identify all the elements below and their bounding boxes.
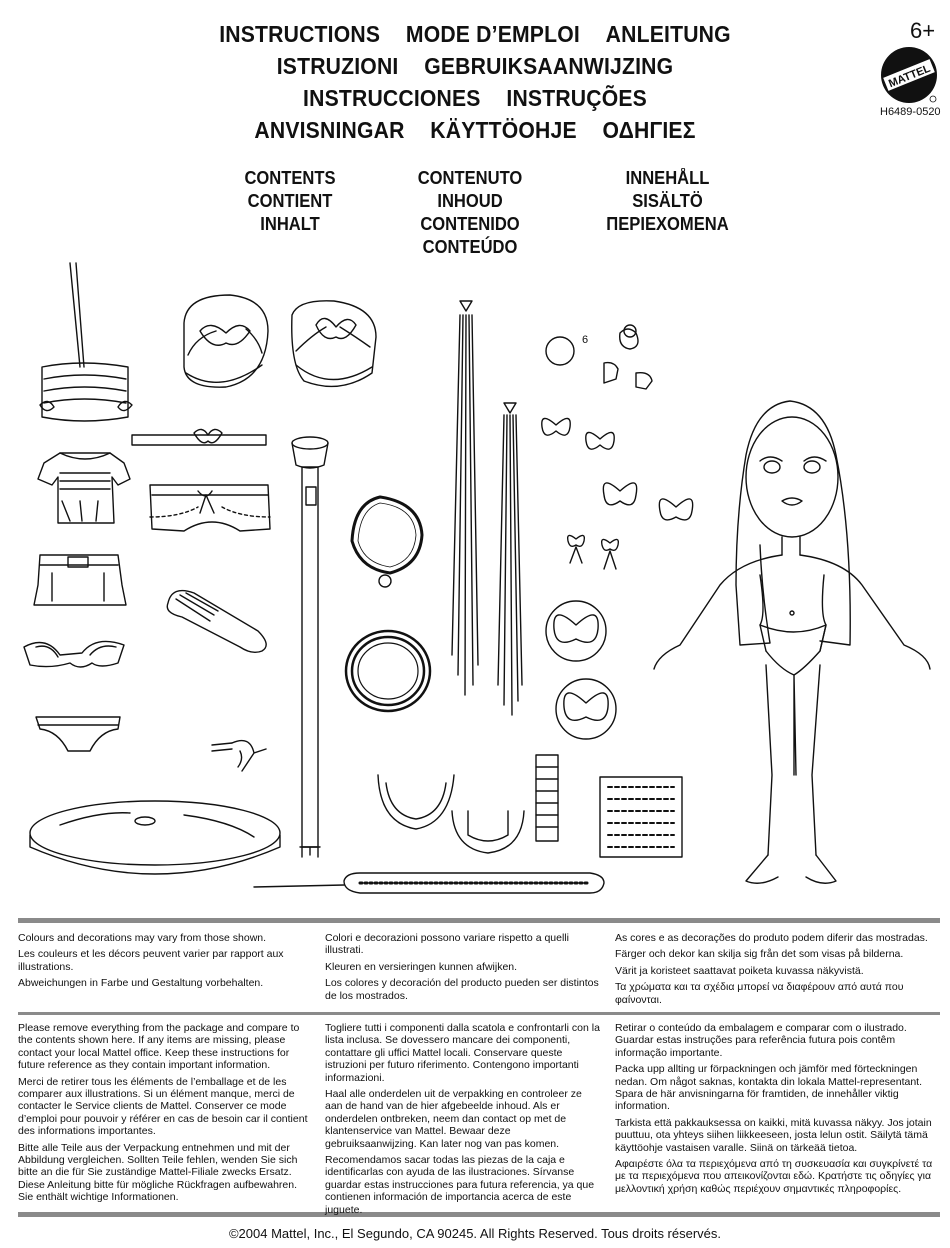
instruction-nl: Haal alle onderdelen uit de verpakking en controleer ze aan de hand van de hier afgebeelde inhoud. Als er onderdelen ontbreken, neem dan contact op met de klantenservice van Mattel. Bewaar deze gebruiksaanwijzing. Kan later nog van pas komen. <box>325 1088 582 1150</box>
instruction-pt: Retirar o conteúdo da embalagem e comparar com o ilustrado. Guardar estas instruções para referência futura pois contêm informação importante. <box>615 1022 907 1059</box>
bead-bracelet-icon <box>346 631 430 711</box>
skirt-icon <box>34 555 126 605</box>
contents-heading-col-1 <box>200 167 380 236</box>
hairbrush-icon <box>167 591 266 653</box>
necklace-icon <box>352 497 422 587</box>
contents-heading-col-2 <box>380 167 560 259</box>
title-line-4 <box>38 114 912 146</box>
bikini-bottom-icon <box>36 717 120 751</box>
instruction-fi: Tarkista että pakkauksessa on kaikki, mitä kuvassa näkyy. Jos jotain puuttuu, ota yhteys siihen liikkeeseen, josta lelun ostit. Säilytä tämä käyttöohje vastaisen varalle. Siinä on tärkeää tietoa. <box>615 1116 932 1154</box>
title-instrucoes: INSTRUÇÕES <box>506 85 647 111</box>
hair-extension-icon <box>498 403 522 715</box>
copyright-footer: ©2004 Mattel, Inc., El Segundo, CA 90245. All Rights Reserved. Tous droits réservés. <box>228 1226 722 1241</box>
notice-de: Abweichungen in Farbe und Gestaltung vorbehalten. <box>18 977 264 990</box>
instruction-en: Please remove everything from the package and compare to the contents shown here. If any items are missing, please contact your local Mattel office. Keep these instructions for future reference as they contain important information. <box>18 1022 300 1072</box>
notice-nl: Kleuren en versieringen kunnen afwijken. <box>325 960 518 973</box>
middle-rule <box>18 1012 940 1015</box>
notice-fr: Les couleurs et les décors peuvent varier par rapport aux illustrations. <box>18 948 284 973</box>
instruction-el: Αφαιρέστε όλα τα περιεχόμενα από τη συσκευασία και συγκρίνετέ τα με τα περιεχόμενα που απεικονίζονται εδώ. Κρατήστε τις οδηγίες για μελλοντική χρήση καθώς περιέχουν σημαντικές πληροφορίες. <box>615 1158 933 1195</box>
title-line-3 <box>38 82 912 114</box>
quantity-mark: 6 <box>582 334 589 346</box>
choker-icon <box>378 775 454 829</box>
bead-strip-icon <box>536 755 558 841</box>
instruction-it: Togliere tutti i componenti dalla scatola e confrontarli con la lista inclusa. Se dovessero mancare dei componenti, contattare gli uffici Mattel locali. Conservare queste istruzioni per futuro riferimento. Contengono importanti informazioni. <box>325 1022 600 1084</box>
mattel-logo <box>878 44 940 106</box>
instruction-column-1 <box>18 1022 310 1208</box>
doll-icon <box>654 401 930 883</box>
belt-icon <box>254 873 604 893</box>
notice-sv: Färger och dekor kan skilja sig från det som visas på bilderna. <box>615 948 904 961</box>
stand-pole-icon <box>292 437 328 857</box>
notice-column-3 <box>615 932 940 1010</box>
title-anleitung: ANLEITUNG <box>605 21 731 47</box>
notice-el: Τα χρώματα και τα σχέδια μπορεί να διαφέρουν από αυτά που φαίνονται. <box>615 981 904 1006</box>
title-anvisningar: ANVISNINGAR <box>254 117 405 143</box>
blouse-icon <box>38 453 130 523</box>
heading-inhoud: INHOUD <box>437 191 503 211</box>
title-kayttoohje: KÄYTTÖOHJE <box>430 117 577 143</box>
instruction-de: Bitte alle Teile aus der Verpackung entnehmen und mit der Abbildung vergleichen. Sollten Teile fehlen, wenden Sie sich bitte an die für Sie zuständige Mattel-Filiale zwecks Ersatz. Diese Anleitung bitte für mögliche Rückfragen aufbewahren. Sie enthält wichtige Informationen. <box>18 1141 298 1204</box>
notice-column-2 <box>325 932 600 1006</box>
heading-sisalto: SISÄLTÖ <box>632 191 703 211</box>
ring-icon <box>620 325 638 349</box>
title-instrucciones: INSTRUCCIONES <box>303 85 481 111</box>
hair-comb-icon <box>452 811 524 853</box>
instruction-fr: Merci de retirer tous les éléments de l’emballage et de les comparer aux illustrations. Si un élément manque, merci de contacter le Service clients de Mattel. Conserver ce mode d’emploi pour pouvoir y référer en cas de besoin car il contient des informations importantes. <box>18 1075 308 1138</box>
heading-contient: CONTIENT <box>247 191 333 211</box>
title-line-1 <box>38 18 912 50</box>
stand-base-icon <box>30 801 280 874</box>
contents-heading-col-3 <box>575 167 760 236</box>
product-code: H6489-0520 <box>880 106 941 118</box>
logo-text: MATTEL <box>887 62 933 91</box>
shorts-icon <box>150 485 270 531</box>
instruction-column-3 <box>615 1022 940 1199</box>
notice-en: Colours and decorations may vary from those shown. <box>18 932 267 944</box>
title-block <box>0 18 950 146</box>
headband-icon <box>132 429 266 445</box>
hair-tie-icon <box>546 334 588 365</box>
heading-contents: CONTENTS <box>244 168 336 188</box>
heading-contenido: CONTENIDO <box>420 214 520 234</box>
bikini-top-icon <box>24 641 124 667</box>
notice-fi: Värit ja koristeet saattavat poiketa kuvassa näkyvistä. <box>615 964 864 977</box>
instruction-es: Recomendamos sacar todas las piezas de la caja e identificarlas con ayuda de las ilustraciones. Sírvanse guardar estas instrucciones para futura referencia, ya que contienen información de importancia acerca de este juguete. <box>325 1154 595 1216</box>
title-gebruiksaanwijzing: GEBRUIKSAANWIJZING <box>424 53 674 79</box>
heading-periexomena: ΠΕΡΙΕΧΟΜΕΝΑ <box>606 214 729 234</box>
stand-clip-icon <box>212 741 266 771</box>
title-istruzioni: ISTRUZIONI <box>276 53 399 79</box>
notice-it: Colori e decorazioni possono variare rispetto a quelli illustrati. <box>325 932 569 957</box>
sandal-left-icon <box>184 295 268 387</box>
instruction-sv: Packa upp allting ur förpackningen och jämför med förteckningen nedan. Om något saknas, kontakta din lokala Mattel-representant. Spara de här anvisningarna för framtiden, de innehåller viktig information. <box>615 1063 923 1113</box>
instruction-column-2 <box>325 1022 600 1220</box>
top-rule <box>18 918 940 923</box>
sandal-right-icon <box>292 301 376 387</box>
title-line-2 <box>38 50 912 82</box>
title-odigies: ΟΔΗΓΙΕΣ <box>602 117 696 143</box>
heading-contenuto: CONTENUTO <box>417 168 523 188</box>
heading-inhalt: INHALT <box>260 214 320 234</box>
title-instructions: INSTRUCTIONS <box>219 21 381 47</box>
heading-innehall: INNEHÅLL <box>625 168 710 188</box>
contents-illustration <box>0 255 950 915</box>
age-rating: 6+ <box>910 18 936 43</box>
butterfly-bracelet-icon <box>546 601 616 739</box>
butterfly-clip-icon <box>542 418 693 519</box>
hair-clip-icon <box>604 363 652 389</box>
hair-extension-icon <box>452 301 478 695</box>
sticker-sheet-icon <box>600 777 682 857</box>
notice-column-1 <box>18 932 310 994</box>
title-mode-demploi: MODE D’EMPLOI <box>405 21 580 47</box>
heading-conteudo: CONTEÚDO <box>422 237 518 257</box>
halter-top-icon <box>40 263 132 421</box>
butterfly-earring-icon <box>568 535 619 569</box>
notice-pt: As cores e as decorações do produto podem diferir das mostradas. <box>615 932 928 944</box>
notice-es: Los colores y decoración del producto pueden ser distintos de los mostrados. <box>325 977 599 1002</box>
